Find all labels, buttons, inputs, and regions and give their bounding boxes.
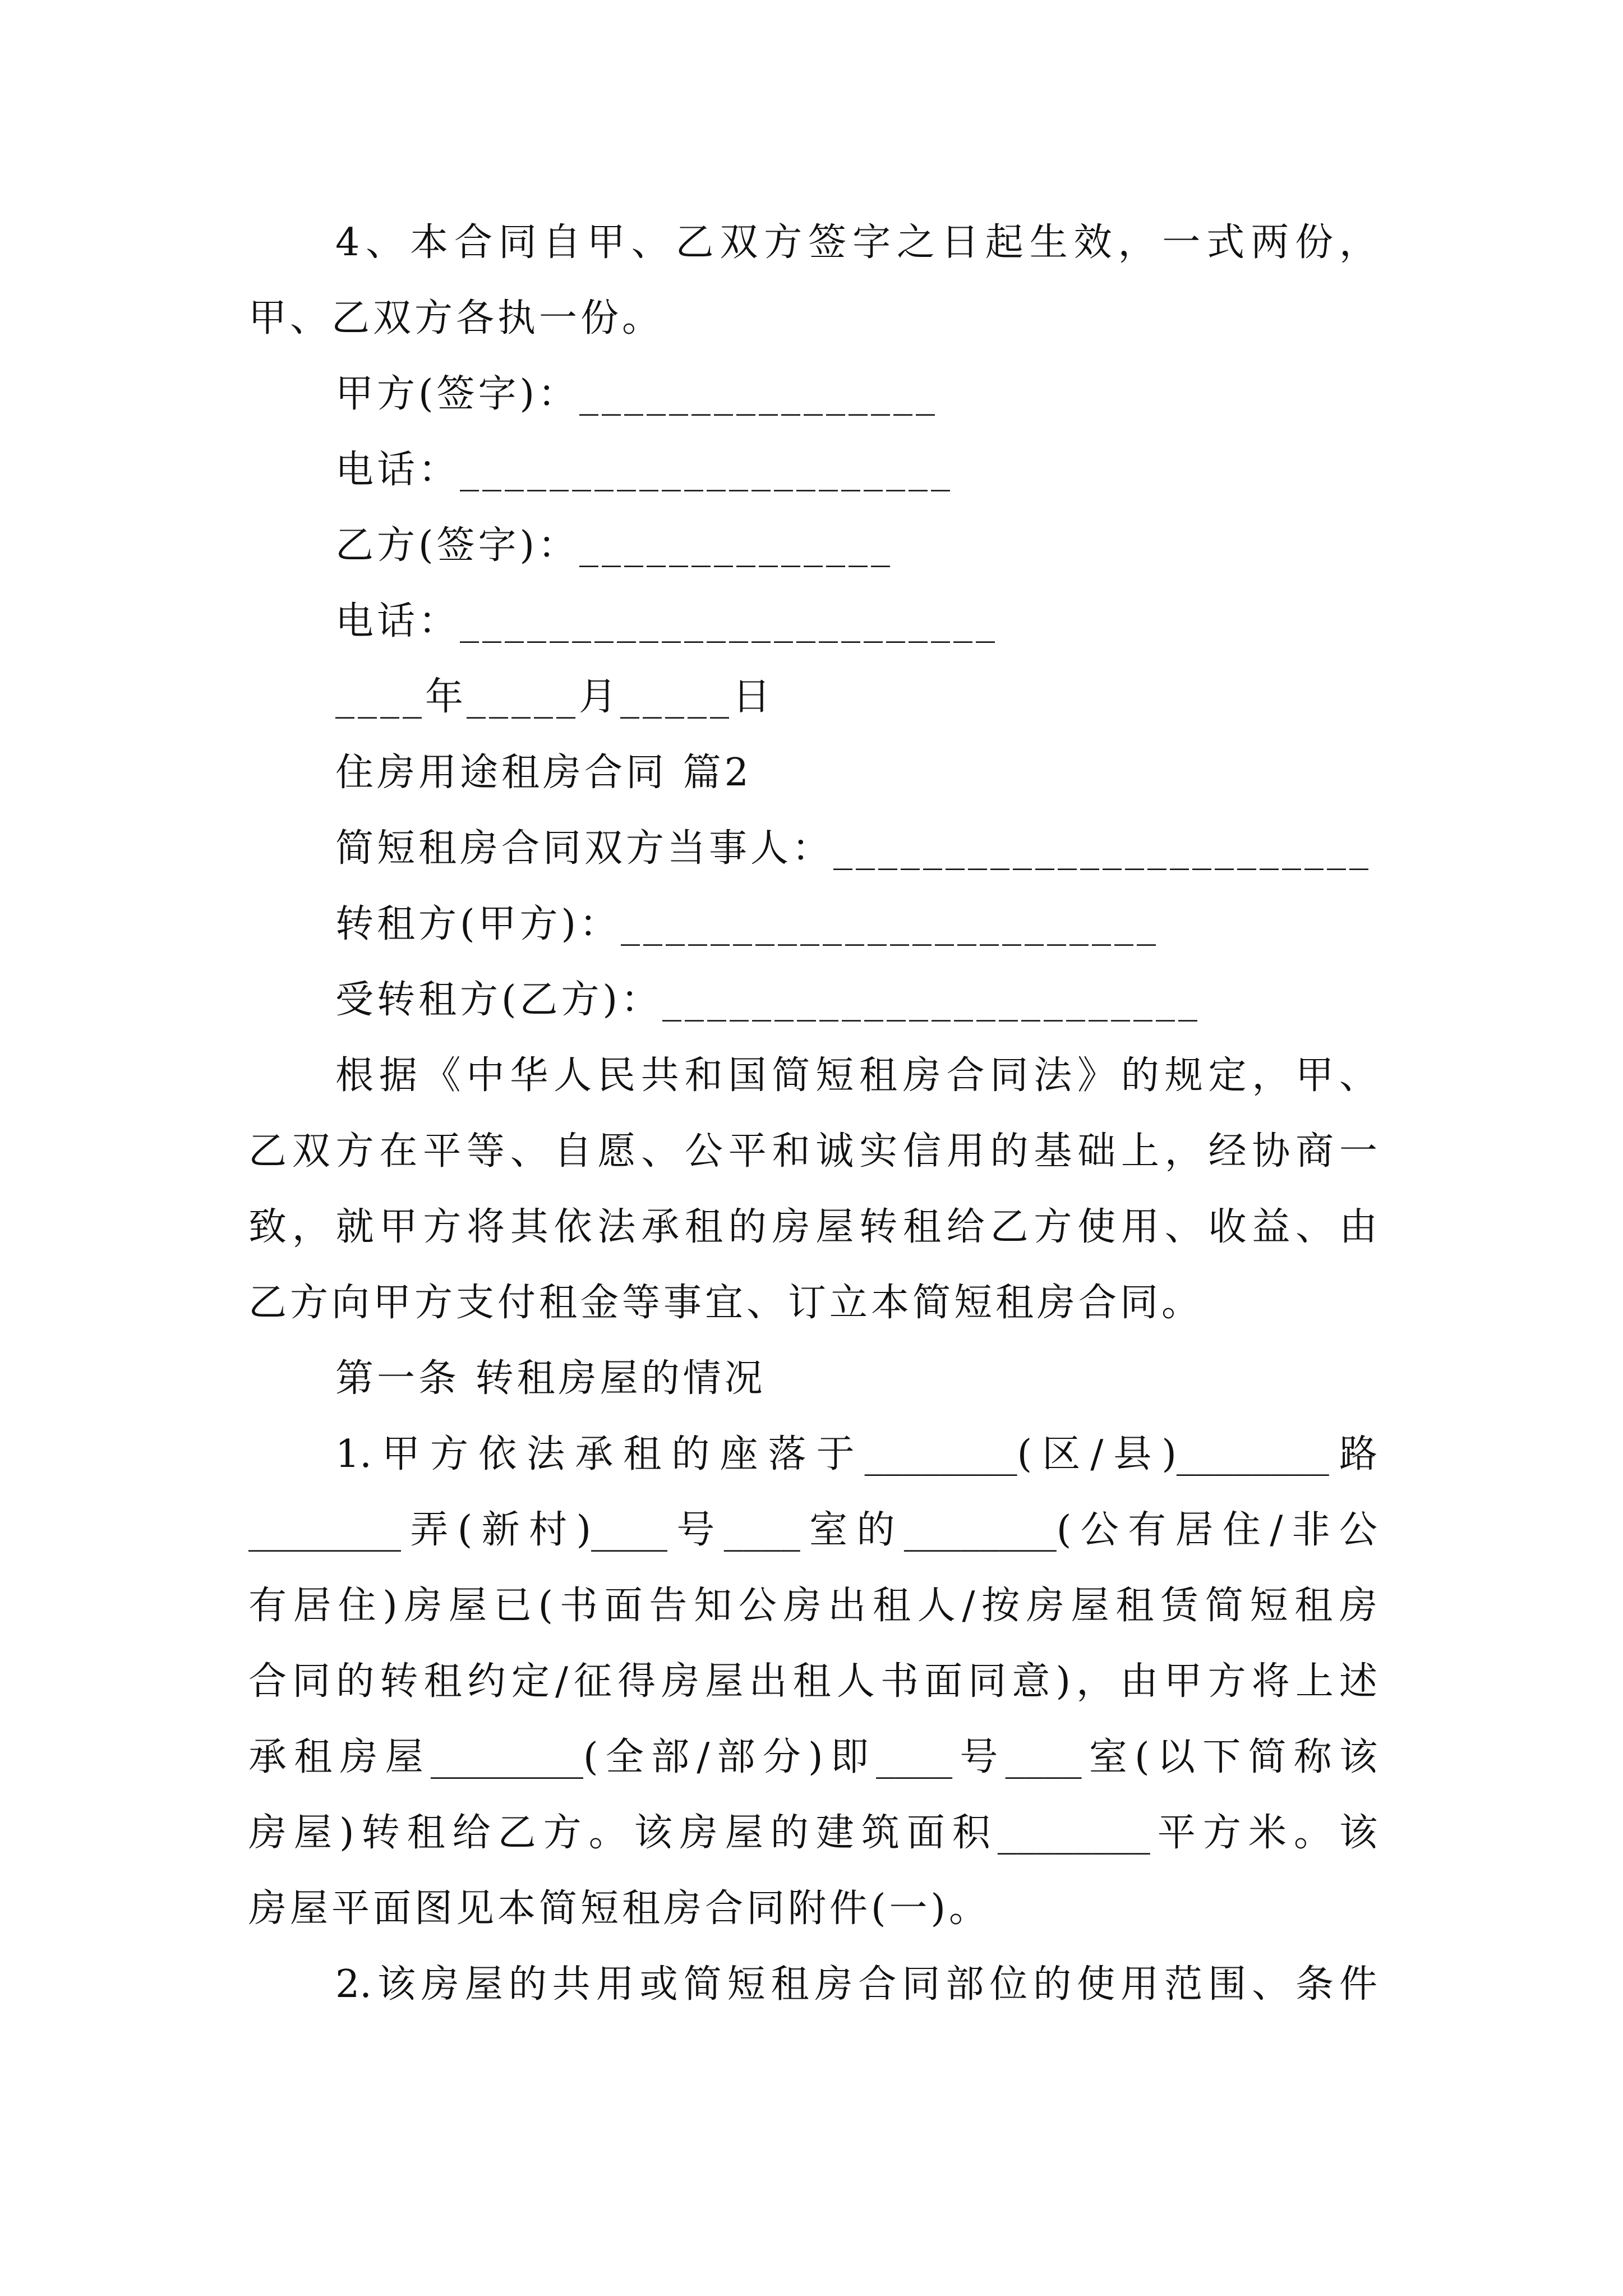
item-1-line-1: 1.甲方依法承租的座落于________(区/县)________路 [335, 1432, 1377, 1476]
item-1-line-4: 合同的转租约定/征得房屋出租人书面同意)，由甲方将上述 [248, 1659, 1377, 1704]
clause-4-line-2: 甲、乙双方各执一份。 [248, 296, 664, 341]
article-1-heading: 第一条 转租房屋的情况 [335, 1356, 766, 1401]
party-a-signature-line: 甲方(签字)：________________ [335, 372, 939, 416]
party-b-signature-line: 乙方(签字)：______________ [335, 523, 894, 568]
sublessee-line: 受转租方(乙方)：________________________ [335, 978, 1201, 1022]
section-heading: 住房用途租房合同 篇2 [335, 751, 752, 795]
date-line: ____年_____月_____日 [335, 675, 774, 719]
contract-parties-line: 简短租房合同双方当事人：________________________ [335, 826, 1372, 871]
clause-4-line-1: 4、本合同自甲、乙双方签字之日起生效，一式两份， [335, 220, 1377, 265]
preamble-line-3: 致，就甲方将其依法承租的房屋转租给乙方使用、收益、由 [248, 1205, 1377, 1249]
item-1-line-3: 有居住)房屋已(书面告知公房出租人/按房屋租赁简短租房 [248, 1584, 1377, 1628]
sublessor-line: 转租方(甲方)：________________________ [335, 902, 1160, 946]
preamble-line-1: 根据《中华人民共和国简短租房合同法》的规定，甲、 [335, 1053, 1377, 1098]
preamble-line-2: 乙双方在平等、自愿、公平和诚实信用的基础上，经协商一 [248, 1129, 1377, 1174]
party-a-phone-line: 电话：______________________ [335, 448, 954, 492]
item-1-line-5: 承租房屋________(全部/部分)即____号____室(以下简称该 [248, 1735, 1377, 1779]
item-1-line-7: 房屋平面图见本简短租房合同附件(一)。 [248, 1887, 991, 1931]
party-b-phone-line: 电话：________________________ [335, 599, 999, 643]
item-1-line-2: ________弄(新村)____号____室的________(公有居住/非公 [248, 1508, 1377, 1552]
item-2-line-1: 2.该房屋的共用或简短租房合同部位的使用范围、条件 [335, 1962, 1377, 2007]
preamble-line-4: 乙方向甲方支付租金等事宜、订立本简短租房合同。 [248, 1281, 1204, 1325]
item-1-line-6: 房屋)转租给乙方。该房屋的建筑面积________平方米。该 [248, 1811, 1377, 1855]
